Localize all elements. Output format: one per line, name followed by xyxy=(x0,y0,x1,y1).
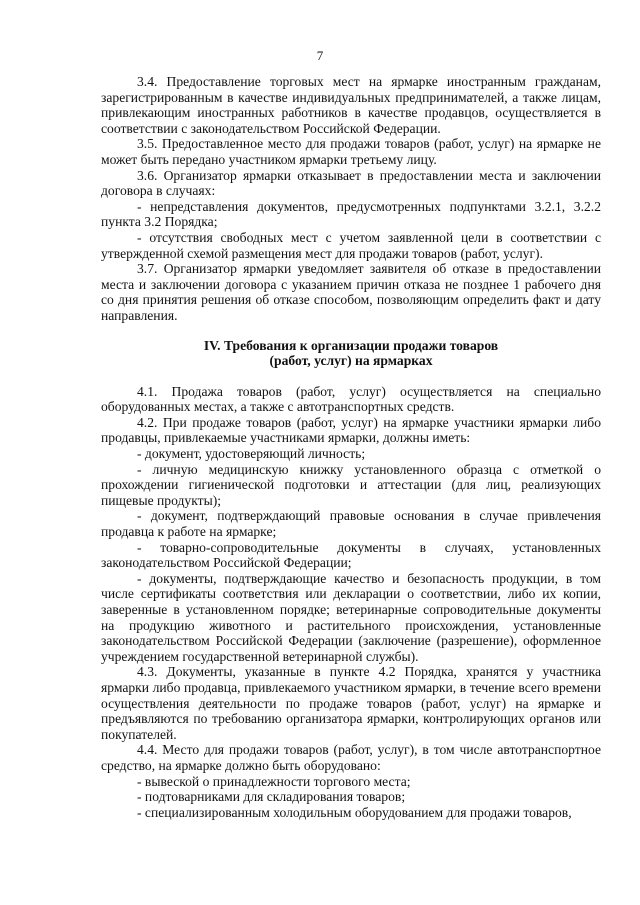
list-item: - документы, подтверждающие качество и безопасность продукции, в том числе сертификаты соответствия или декларации о соответствии, либо их копии, заверенные в установленном порядке; ветеринарные сопроводительные документы на продукцию животного и растительного происхождения, установленные законодательством Российской Федерации (заключение (разрешение), оформленное учреждением государственной ветеринарной службы). xyxy=(101,570,601,664)
section-heading-line1: IV. Требования к организации продажи товаров xyxy=(203,337,499,353)
section-heading xyxy=(101,338,601,369)
paragraph-3-5: 3.5. Предоставленное место для продажи товаров (работ, услуг) на ярмарке не может быть передано участником ярмарки третьему лицу. xyxy=(101,136,601,167)
list-item: - документ, удостоверяющий личность; xyxy=(137,446,366,462)
list-item: - вывеской о принадлежности торгового места; xyxy=(137,773,411,789)
paragraph-4-4: 4.4. Место для продажи товаров (работ, услуг), в том числе автотранспортное средство, на ярмарке должно быть оборудовано: xyxy=(101,742,601,773)
paragraph-4-2: 4.2. При продаже товаров (работ, услуг) на ярмарке участники ярмарки либо продавцы, привлекаемые участниками ярмарки, должны иметь: xyxy=(101,414,601,446)
list-item: - товарно-сопроводительные документы в случаях, установленных законодательством Российской Федерации; xyxy=(101,539,601,571)
list-item: - непредставления документов, предусмотренных подпунктами 3.2.1, 3.2.2 пункта 3.2 Порядка; xyxy=(101,198,601,230)
list-item: - документ, подтверждающий правовые основания в случае привлечения продавца к работе на ярмарке; xyxy=(101,508,601,540)
list-item: - подтоварниками для складирования товаров; xyxy=(137,789,406,805)
paragraph-3-4: 3.4. Предоставление торговых мест на ярмарке иностранным гражданам, зарегистрированным в качестве индивидуальных предпринимателей, а также лицам, привлекающим иностранных работников в качестве продавцов, осуществляется в соответствии с законодательством Российской Федерации. xyxy=(101,74,601,136)
paragraph-3-6: 3.6. Организатор ярмарки отказывает в предоставлении места и заключении договора в случаях: xyxy=(101,167,601,199)
list-item: - специализированным холодильным оборудованием для продажи товаров, xyxy=(137,804,572,820)
document-body xyxy=(101,74,601,820)
paragraph-4-1: 4.1. Продажа товаров (работ, услуг) осуществляется на специально оборудованных местах, а также с автотранспортных средств. xyxy=(101,383,601,415)
paragraph-3-7: 3.7. Организатор ярмарки уведомляет заявителя об отказе в предоставлении места и заключении договора с указанием причин отказа не позднее 1 рабочего дня со дня принятия решения об отказе способом, позволяющим определить факт и дату направления. xyxy=(101,261,601,323)
page-number: 7 xyxy=(316,48,324,63)
list-item: - отсутствия свободных мест с учетом заявленной цели в соответствии с утвержденной схемой размещения мест для продажи товаров (работ, услуг). xyxy=(101,229,601,261)
paragraph-4-3: 4.3. Документы, указанные в пункте 4.2 Порядка, хранятся у участника ярмарки либо продавца, привлекаемого участником ярмарки, в течение всего времени осуществления деятельности по продаже товаров (работ, услуг) на ярмарке и предъявляются по требованию организатора ярмарки, контролирующих органов или покупателей. xyxy=(101,664,601,742)
list-item: - личную медицинскую книжку установленного образца с отметкой о прохождении гигиенической подготовки и аттестации (для лиц, реализующих пищевые продукты); xyxy=(101,461,601,508)
section-heading-line2: (работ, услуг) на ярмарках xyxy=(269,353,433,369)
